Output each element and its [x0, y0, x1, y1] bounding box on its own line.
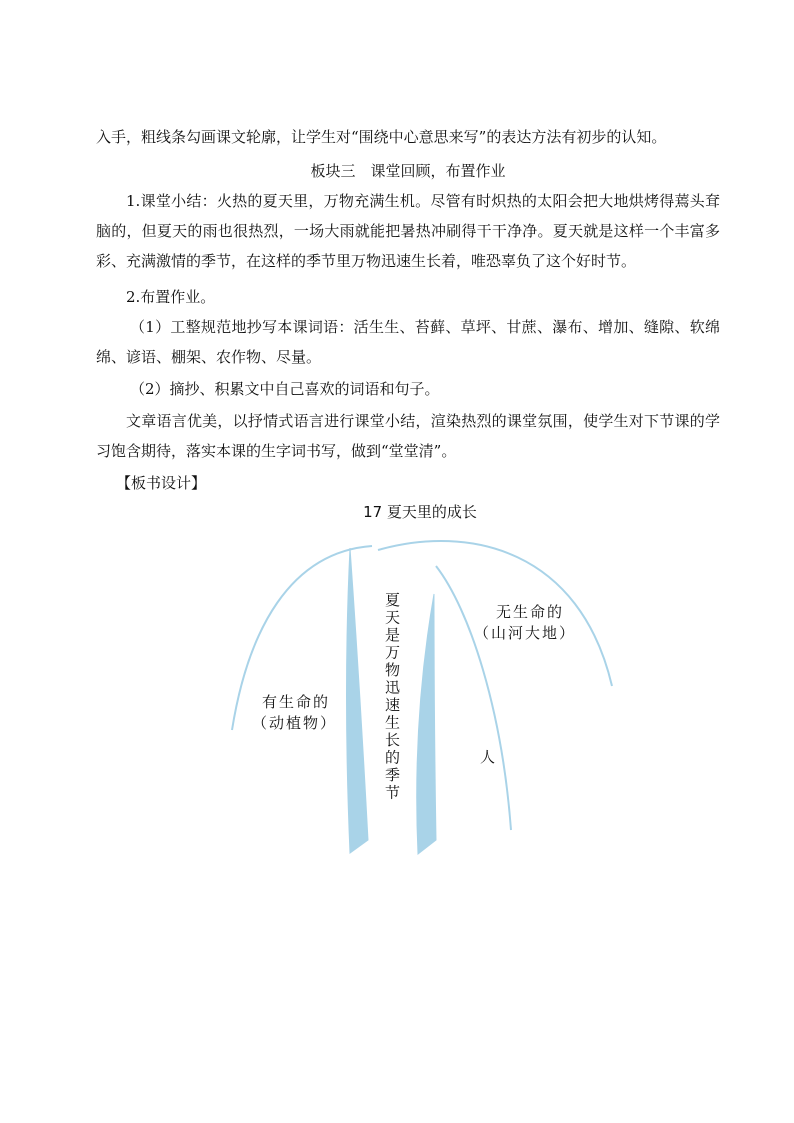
board-design-label: 【板书设计】 — [116, 474, 207, 492]
note-person: 人 — [480, 748, 498, 766]
note-nonliving-line2: （山河大地） — [474, 624, 577, 642]
paragraph-summary: 1.课堂小结：火热的夏天里，万物充满生机。尽管有时炽热的太阳会把大地烘烤得蔫头耷脑的，但夏天的雨也很热烈，一场大雨就能把暑热冲刷得干干净净。夏天就是这样一个丰富多彩、充满激情的季节，在这样的季节里万物迅速生长着，唯恐辜负了这个好时节。 — [96, 192, 720, 270]
section-title: 板块三 课堂回顾，布置作业 — [310, 162, 506, 180]
right-arc — [378, 541, 612, 686]
center-vertical-text: 夏天是万物迅速生长的季节 — [383, 592, 401, 802]
note-living-line1: 有生命的 — [262, 693, 331, 711]
paragraph-reflection: 文章语言优美，以抒情式语言进行课堂小结，渲染热烈的课堂氛围，使学生对下节课的学习饱含期待，落实本课的生字词书写，做到“堂堂清”。 — [96, 412, 720, 460]
paragraph-homework-heading: 2.布置作业。 — [126, 288, 216, 306]
left-blade — [347, 548, 369, 853]
board-title: 17 夏天里的成长 — [363, 503, 477, 521]
right-blade — [417, 594, 436, 854]
paragraph-homework-item-1: （1）工整规范地抄写本课词语：活生生、苔藓、草坪、甘蔗、瀑布、增加、缝隙、软绵绵、谚语、棚架、农作物、尽量。 — [96, 318, 720, 366]
paragraph-intro: 入手，粗线条勾画课文轮廓，让学生对“围绕中心意思来写”的表达方法有初步的认知。 — [96, 128, 667, 146]
note-living-line2: （动植物） — [252, 714, 338, 732]
paragraph-homework-item-2: （2）摘抄、积累文中自己喜欢的词语和句子。 — [130, 380, 440, 398]
note-nonliving-line1: 无生命的 — [496, 603, 565, 621]
blackboard-design — [0, 490, 794, 870]
